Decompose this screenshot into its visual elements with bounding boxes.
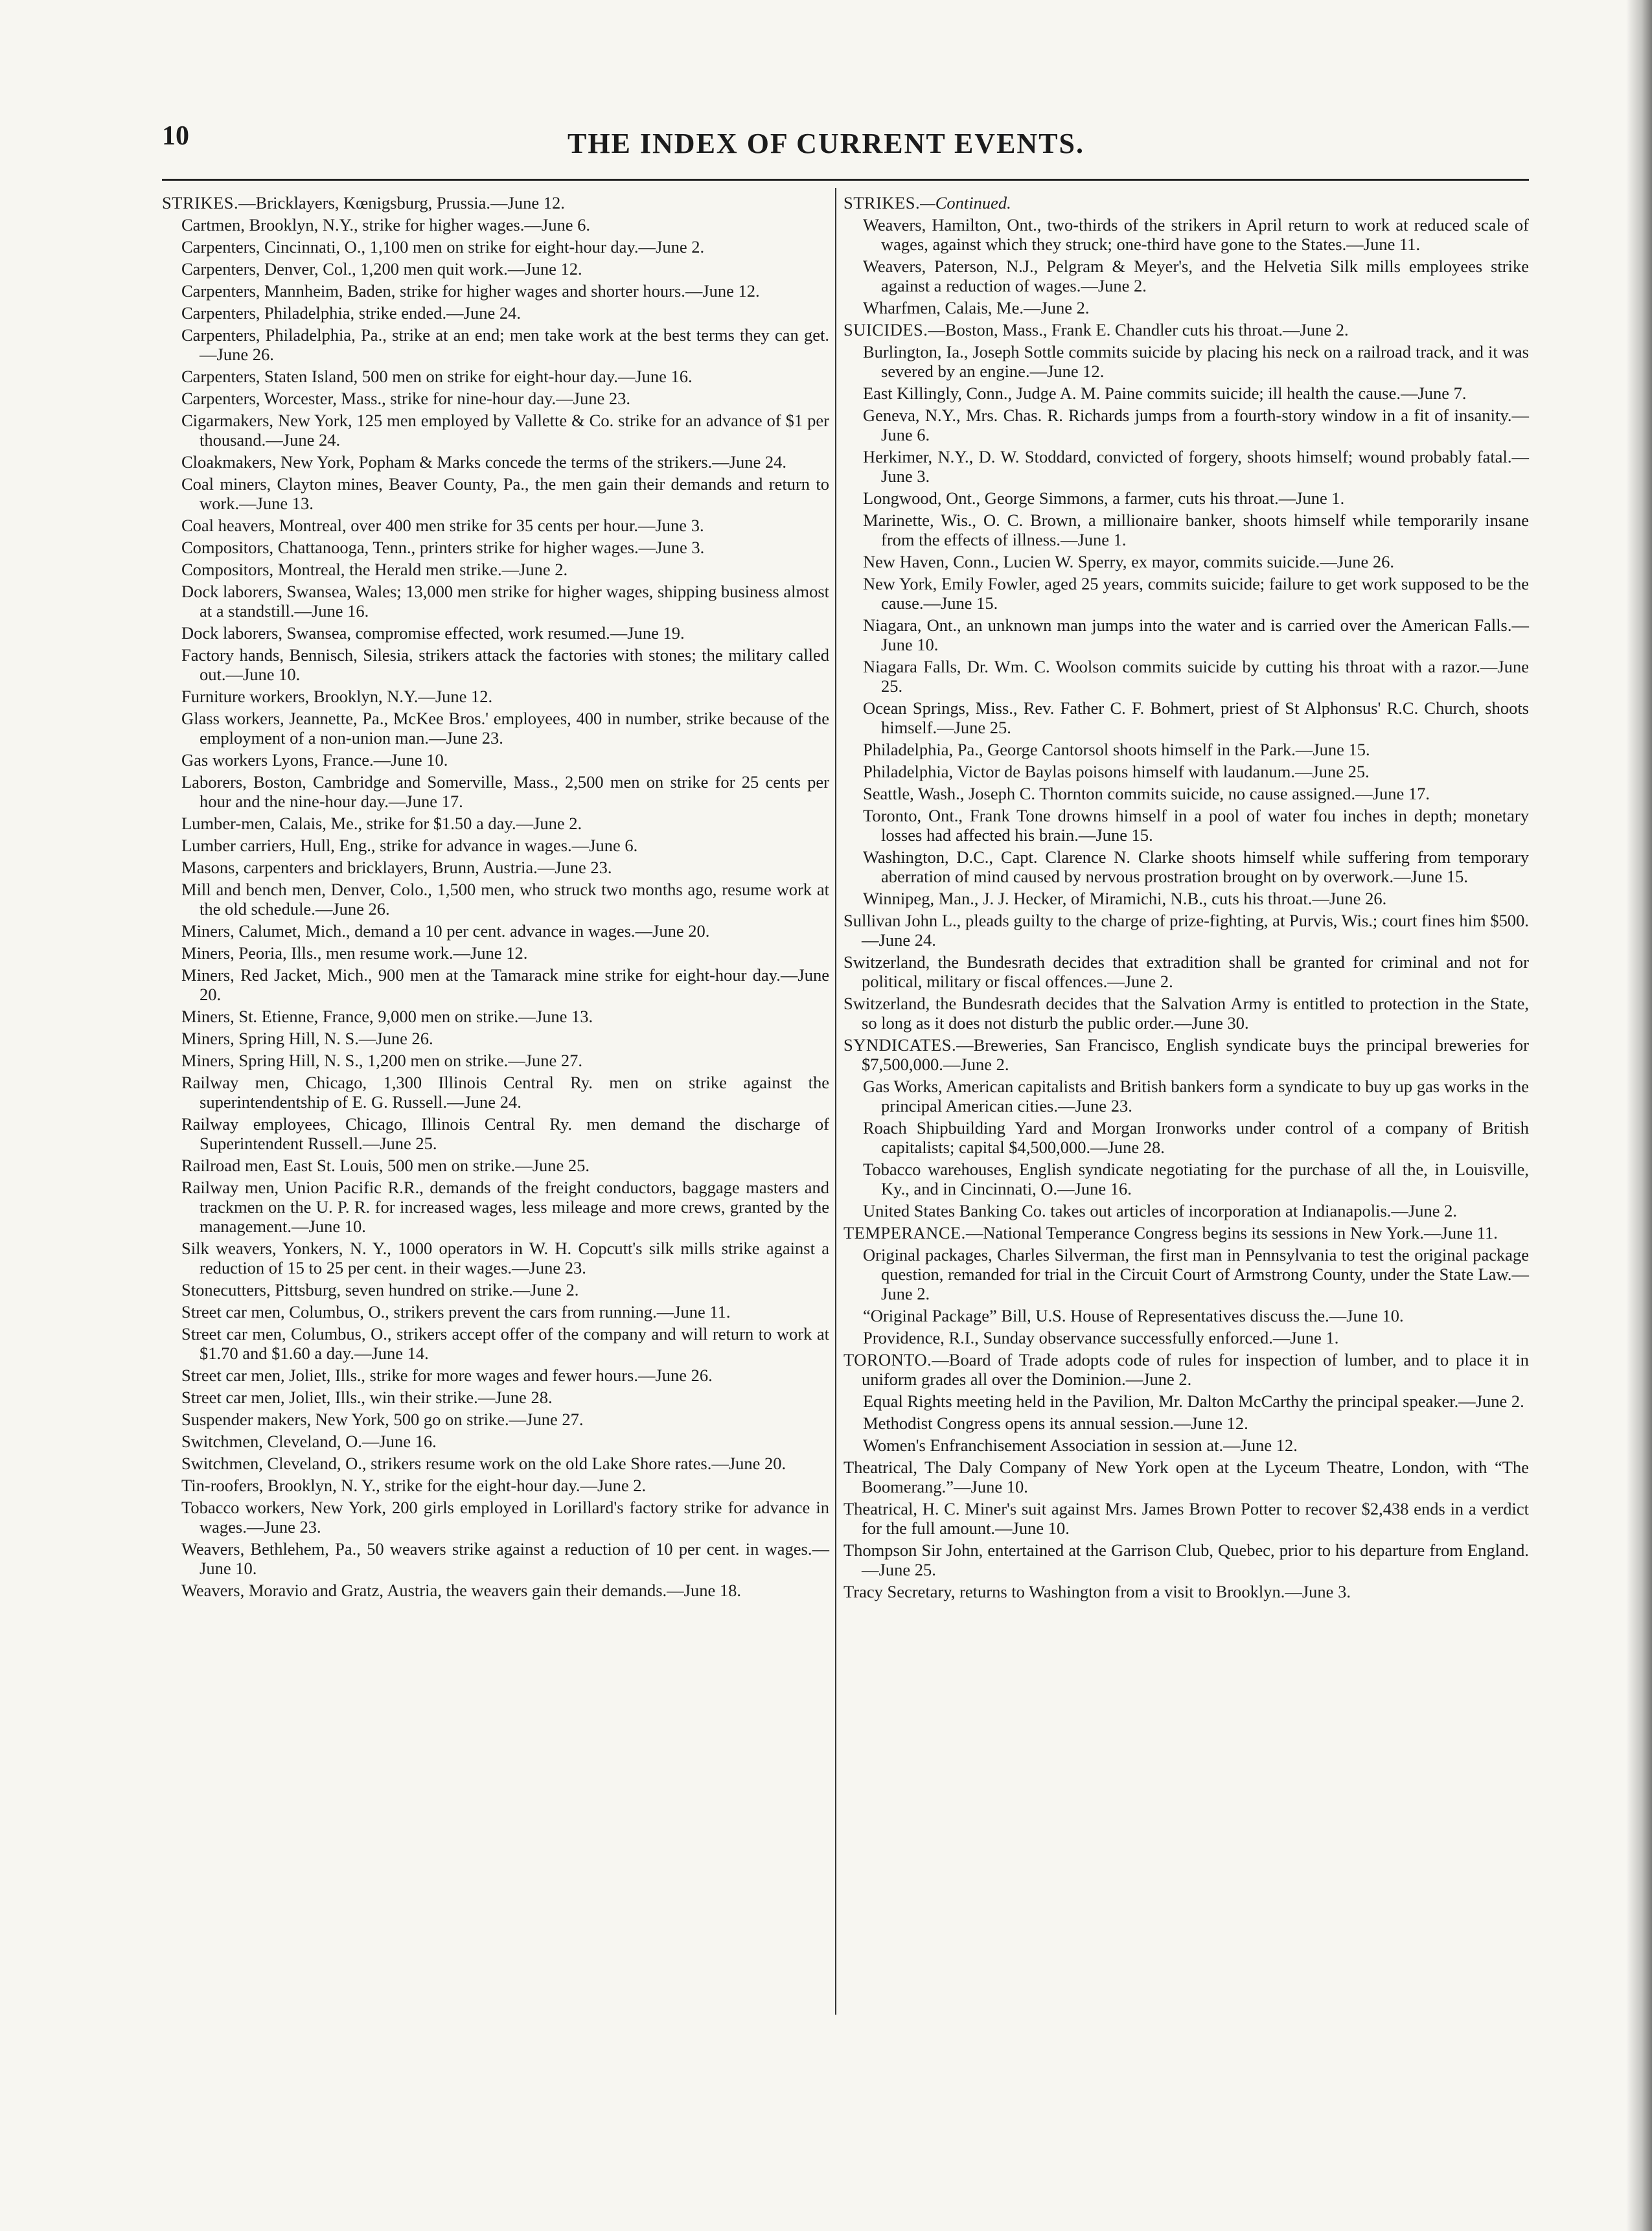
- entry-text: Gas Works, American capitalists and British bankers form a syndicate to buy up gas works in the principal American cities.—June 23.: [863, 1077, 1529, 1116]
- index-entry: [181, 411, 829, 450]
- entry-text: Switchmen, Cleveland, O.—June 16.: [181, 1432, 437, 1451]
- column-divider: [835, 188, 836, 2015]
- header-rule: [162, 179, 1529, 181]
- index-entry: [863, 1201, 1529, 1220]
- entry-text: Miners, Peoria, Ills., men resume work.—June 12.: [181, 943, 528, 963]
- index-entry: [863, 298, 1529, 317]
- index-entry: [181, 965, 829, 1004]
- entry-text: Herkimer, N.Y., D. W. Stoddard, convicted of forgery, shoots himself; wound probably fatal.—June 3.: [863, 447, 1529, 486]
- entry-heading: STRIKES.: [162, 193, 239, 212]
- entry-text: Compositors, Chattanooga, Tenn., printers strike for higher wages.—June 3.: [181, 538, 705, 557]
- entry-text: Mill and bench men, Denver, Colo., 1,500 men, who struck two months ago, resume work at the old schedule.—June 26.: [181, 880, 829, 919]
- index-entry: [863, 215, 1529, 254]
- entry-text: Glass workers, Jeannette, Pa., McKee Bros.' employees, 400 in number, strike because of the employment of a non-union man.—June 23.: [181, 709, 829, 748]
- index-entry: [843, 1458, 1529, 1496]
- entry-text: Geneva, N.Y., Mrs. Chas. R. Richards jumps from a fourth-story window in a fit of insanity.—June 6.: [863, 406, 1529, 444]
- entry-text: Carpenters, Cincinnati, O., 1,100 men on strike for eight-hour day.—June 2.: [181, 237, 705, 257]
- entry-text: Factory hands, Bennisch, Silesia, strikers attack the factories with stones; the military called out.—June 10.: [181, 645, 829, 684]
- index-entry: [181, 516, 829, 535]
- index-entry: [181, 1498, 829, 1537]
- index-entry: [181, 259, 829, 279]
- index-entry: [863, 1077, 1529, 1116]
- index-entry: [181, 1029, 829, 1048]
- entry-text: Philadelphia, Pa., George Cantorsol shoots himself in the Park.—June 15.: [863, 740, 1370, 759]
- entry-text: —Bricklayers, Kœnigsburg, Prussia.—June 12.: [238, 193, 565, 212]
- index-entry: [181, 1366, 829, 1385]
- index-entry: [843, 1035, 1529, 1074]
- index-entry: [863, 1118, 1529, 1157]
- index-entry: [181, 325, 829, 364]
- index-entry: [181, 1581, 829, 1600]
- entry-text: East Killingly, Conn., Judge A. M. Paine commits suicide; ill health the cause.—June 7.: [863, 383, 1467, 403]
- index-entry: [863, 698, 1529, 737]
- index-entry: [181, 281, 829, 301]
- entry-text: Thompson Sir John, entertained at the Garrison Club, Quebec, prior to his departure from England.—June 25.: [843, 1540, 1529, 1579]
- index-entry: [181, 836, 829, 855]
- entry-text: Carpenters, Mannheim, Baden, strike for higher wages and shorter hours.—June 12.: [181, 281, 760, 301]
- entry-text: Marinette, Wis., O. C. Brown, a millionaire banker, shoots himself while temporarily insane from the effects of illness.—June 1.: [863, 510, 1529, 549]
- index-entry: [843, 1223, 1529, 1242]
- index-entry: [181, 538, 829, 557]
- entry-text: Railroad men, East St. Louis, 500 men on strike.—June 25.: [181, 1156, 590, 1175]
- right-column: [843, 193, 1529, 1604]
- index-entry: [181, 943, 829, 963]
- index-entry: [863, 488, 1529, 508]
- index-entry: [181, 582, 829, 621]
- entry-text: Miners, Spring Hill, N. S.—June 26.: [181, 1029, 433, 1048]
- index-entry: [181, 623, 829, 643]
- index-entry: [181, 1178, 829, 1236]
- entry-text: Masons, carpenters and bricklayers, Brunn, Austria.—June 23.: [181, 858, 612, 877]
- index-entry: [181, 1073, 829, 1112]
- entry-text: Niagara Falls, Dr. Wm. C. Woolson commits suicide by cutting his throat with a razor.—June 25.: [863, 657, 1529, 696]
- index-entry: [863, 657, 1529, 696]
- entry-text: Switzerland, the Bundesrath decides that extradition shall be granted for criminal and not for political, military or fiscal offences.—June 2.: [843, 952, 1529, 991]
- index-entry: [181, 750, 829, 770]
- entry-text: Silk weavers, Yonkers, N. Y., 1000 operators in W. H. Copcutt's silk mills strike against a reduction of 15 to 25 per cent. in their wages.—June 23.: [181, 1239, 829, 1277]
- entry-text: Miners, Calumet, Mich., demand a 10 per cent. advance in wages.—June 20.: [181, 921, 710, 941]
- index-entry: [863, 342, 1529, 381]
- page-number: 10: [162, 121, 189, 151]
- index-entry: [181, 560, 829, 579]
- entry-heading: STRIKES.: [843, 193, 921, 212]
- entry-text: Weavers, Bethlehem, Pa., 50 weavers strike against a reduction of 10 per cent. in wages.—June 10.: [181, 1539, 829, 1578]
- entry-text: Methodist Congress opens its annual session.—June 12.: [863, 1413, 1248, 1433]
- entry-text: Wharfmen, Calais, Me.—June 2.: [863, 298, 1090, 317]
- index-entry: [843, 320, 1529, 339]
- entry-text: Furniture workers, Brooklyn, N.Y.—June 12.: [181, 687, 493, 706]
- entry-text: Tin-roofers, Brooklyn, N. Y., strike for the eight-hour day.—June 2.: [181, 1476, 647, 1495]
- entry-text: Street car men, Columbus, O., strikers prevent the cars from running.—June 11.: [181, 1302, 731, 1321]
- index-entry: [863, 574, 1529, 613]
- index-entry: [863, 406, 1529, 444]
- entry-heading: SYNDICATES.: [843, 1035, 957, 1055]
- entry-text: Dock laborers, Swansea, compromise effected, work resumed.—June 19.: [181, 623, 685, 643]
- left-column: [162, 193, 829, 1603]
- entry-text: United States Banking Co. takes out articles of incorporation at Indianapolis.—June 2.: [863, 1201, 1458, 1220]
- index-entry: [181, 389, 829, 408]
- index-entry: [181, 1388, 829, 1407]
- entry-text: Theatrical, The Daly Company of New York open at the Lyceum Theatre, London, with “The Boomerang.”—June 10.: [843, 1458, 1529, 1496]
- entry-text: Sullivan John L., pleads guilty to the charge of prize-fighting, at Purvis, Wis.; court fines him $500.—June 24.: [843, 911, 1529, 950]
- index-entry: [181, 1302, 829, 1321]
- entry-text: Miners, Red Jacket, Mich., 900 men at the Tamarack mine strike for eight-hour day.—June 20.: [181, 965, 829, 1004]
- entry-text: Carpenters, Philadelphia, strike ended.—June 24.: [181, 303, 521, 323]
- entry-text: Original packages, Charles Silverman, the first man in Pennsylvania to test the original package question, remanded for trial in the Circuit Court of Armstrong County, under the State Law.—June 2.: [863, 1245, 1529, 1303]
- entry-text: Coal miners, Clayton mines, Beaver County, Pa., the men gain their demands and return to work.—June 13.: [181, 474, 829, 513]
- index-entry: [863, 615, 1529, 654]
- entry-text: Cloakmakers, New York, Popham & Marks concede the terms of the strikers.—June 24.: [181, 452, 786, 472]
- entry-text: Tobacco warehouses, English syndicate negotiating for the purchase of all the, in Louisville, Ky., and in Cincinnati, O.—June 16.: [863, 1160, 1529, 1198]
- entry-text: Miners, St. Etienne, France, 9,000 men on strike.—June 13.: [181, 1007, 593, 1026]
- index-entry: [843, 952, 1529, 991]
- index-entry: [181, 1539, 829, 1578]
- entry-text: Stonecutters, Pittsburg, seven hundred on strike.—June 2.: [181, 1280, 579, 1299]
- index-entry: [863, 510, 1529, 549]
- index-entry: [181, 814, 829, 833]
- index-entry: [843, 994, 1529, 1033]
- entry-text: Niagara, Ont., an unknown man jumps into the water and is carried over the American Falls.—June 10.: [863, 615, 1529, 654]
- entry-text: Women's Enfranchisement Association in session at.—June 12.: [863, 1436, 1298, 1455]
- entry-text: Street car men, Joliet, Ills., strike for more wages and fewer hours.—June 26.: [181, 1366, 713, 1385]
- entry-heading: TORONTO.: [843, 1350, 932, 1369]
- index-entry: [181, 1156, 829, 1175]
- entry-text: Burlington, Ia., Joseph Sottle commits suicide by placing his neck on a railroad track, and it was severed by an engine.—June 12.: [863, 342, 1529, 381]
- entry-text: Philadelphia, Victor de Baylas poisons himself with laudanum.—June 25.: [863, 762, 1370, 781]
- index-entry: [843, 911, 1529, 950]
- entry-text: Switzerland, the Bundesrath decides that the Salvation Army is entitled to protection in the State, so long as it does not disturb the public order.—June 30.: [843, 994, 1529, 1033]
- entry-text: Miners, Spring Hill, N. S., 1,200 men on strike.—June 27.: [181, 1051, 583, 1070]
- entry-text: —Boston, Mass., Frank E. Chandler cuts his throat.—June 2.: [928, 320, 1349, 339]
- entry-text: Switchmen, Cleveland, O., strikers resume work on the old Lake Shore rates.—June 20.: [181, 1454, 786, 1473]
- index-entry: [863, 1413, 1529, 1433]
- entry-text: Carpenters, Worcester, Mass., strike for nine-hour day.—June 23.: [181, 389, 630, 408]
- index-entry: [181, 303, 829, 323]
- entry-text: Carpenters, Staten Island, 500 men on strike for eight-hour day.—June 16.: [181, 367, 693, 386]
- index-entry: [181, 215, 829, 235]
- index-entry: [181, 474, 829, 513]
- entry-text: Railway men, Union Pacific R.R., demands of the freight conductors, baggage masters and trackmen on the U. P. R. for increased wages, less mileage and more crews, granted by the management.—June 10.: [181, 1178, 829, 1236]
- index-entry: [863, 762, 1529, 781]
- entry-text: Cartmen, Brooklyn, N.Y., strike for higher wages.—June 6.: [181, 215, 590, 235]
- entry-text: Coal heavers, Montreal, over 400 men strike for 35 cents per hour.—June 3.: [181, 516, 704, 535]
- index-entry: [181, 452, 829, 472]
- entry-text: Ocean Springs, Miss., Rev. Father C. F. Bohmert, priest of St Alphonsus' R.C. Church, shoots himself.—June 25.: [863, 698, 1529, 737]
- entry-text: Providence, R.I., Sunday observance successfully enforced.—June 1.: [863, 1328, 1339, 1347]
- index-entry: [863, 552, 1529, 571]
- index-entry: [181, 858, 829, 877]
- index-entry: [181, 880, 829, 919]
- index-entry: [181, 1410, 829, 1429]
- entry-text: Street car men, Joliet, Ills., win their strike.—June 28.: [181, 1388, 553, 1407]
- index-entry: [843, 1540, 1529, 1579]
- index-entry: [162, 193, 829, 212]
- entry-text: Railway employees, Chicago, Illinois Central Ry. men demand the discharge of Superintendent Russell.—June 25.: [181, 1114, 829, 1153]
- index-entry: [181, 1432, 829, 1451]
- entry-text: New Haven, Conn., Lucien W. Sperry, ex mayor, commits suicide.—June 26.: [863, 552, 1395, 571]
- entry-text: Lumber-men, Calais, Me., strike for $1.50 a day.—June 2.: [181, 814, 582, 833]
- entry-text: Washington, D.C., Capt. Clarence N. Clarke shoots himself while suffering from temporary aberration of mind caused by nervous prostration brought on by overwork.—June 15.: [863, 847, 1529, 886]
- index-entry: [863, 447, 1529, 486]
- index-entry: [181, 237, 829, 257]
- index-entry: [181, 1114, 829, 1153]
- entry-text: Compositors, Montreal, the Herald men strike.—June 2.: [181, 560, 568, 579]
- index-entry: [843, 1350, 1529, 1389]
- entry-text: Winnipeg, Man., J. J. Hecker, of Miramichi, N.B., cuts his throat.—June 26.: [863, 889, 1387, 908]
- entry-text: Longwood, Ont., George Simmons, a farmer, cuts his throat.—June 1.: [863, 488, 1345, 508]
- entry-text: —Board of Trade adopts code of rules for inspection of lumber, and to place it in uniform grades all over the Dominion.—June 2.: [862, 1350, 1529, 1389]
- index-entry: [181, 921, 829, 941]
- index-entry: [863, 784, 1529, 803]
- entry-text: Carpenters, Denver, Col., 1,200 men quit work.—June 12.: [181, 259, 582, 279]
- entry-text: Weavers, Moravio and Gratz, Austria, the weavers gain their demands.—June 18.: [181, 1581, 742, 1600]
- entry-text: Tobacco workers, New York, 200 girls employed in Lorillard's factory strike for advance in wages.—June 23.: [181, 1498, 829, 1537]
- entry-text: Tracy Secretary, returns to Washington from a visit to Brooklyn.—June 3.: [843, 1582, 1351, 1601]
- entry-text: Lumber carriers, Hull, Eng., strike for advance in wages.—June 6.: [181, 836, 638, 855]
- index-entry: [181, 687, 829, 706]
- entry-text: Suspender makers, New York, 500 go on strike.—June 27.: [181, 1410, 584, 1429]
- entry-text: Cigarmakers, New York, 125 men employed by Vallette & Co. strike for an advance of $1 per thousand.—June 24.: [181, 411, 829, 450]
- entry-text: Gas workers Lyons, France.—June 10.: [181, 750, 448, 770]
- index-entry: [863, 1391, 1529, 1411]
- entry-text: Seattle, Wash., Joseph C. Thornton commits suicide, no cause assigned.—June 17.: [863, 784, 1430, 803]
- index-entry: [181, 1454, 829, 1473]
- entry-text: Toronto, Ont., Frank Tone drowns himself in a pool of water fou inches in depth; monetary losses had affected his brain.—June 15.: [863, 806, 1529, 845]
- entry-text: Dock laborers, Swansea, Wales; 13,000 men strike for higher wages, shipping business almost at a standstill.—June 16.: [181, 582, 829, 621]
- index-entry: [863, 257, 1529, 295]
- index-entry: [181, 709, 829, 748]
- index-entry: [181, 367, 829, 386]
- scan-edge-shadow: [1626, 0, 1652, 2231]
- index-entry: [843, 193, 1529, 212]
- entry-text: Railway men, Chicago, 1,300 Illinois Central Ry. men on strike against the superintendentship of E. G. Russell.—June 24.: [181, 1073, 829, 1112]
- index-entry: [181, 1476, 829, 1495]
- index-entry: [863, 1160, 1529, 1198]
- entry-text: “Original Package” Bill, U.S. House of Representatives discuss the.—June 10.: [863, 1306, 1404, 1325]
- index-entry: [863, 1245, 1529, 1303]
- entry-text: —Breweries, San Francisco, English syndicate buys the principal breweries for $7,500,000.—June 2.: [862, 1035, 1529, 1074]
- index-entry: [181, 1324, 829, 1363]
- index-entry: [863, 1306, 1529, 1325]
- entry-text: Theatrical, H. C. Miner's suit against Mrs. James Brown Potter to recover $2,438 ends in a verdict for the full amount.—June 10.: [843, 1499, 1529, 1538]
- index-entry: [181, 772, 829, 811]
- entry-heading: TEMPERANCE.: [843, 1223, 966, 1242]
- index-entry: [181, 1051, 829, 1070]
- entry-text: New York, Emily Fowler, aged 25 years, commits suicide; failure to get work supposed to be the cause.—June 15.: [863, 574, 1529, 613]
- index-entry: [181, 1007, 829, 1026]
- index-entry: [181, 645, 829, 684]
- entry-text: Roach Shipbuilding Yard and Morgan Ironworks under control of a company of British capitalists; capital $4,500,000.—June 28.: [863, 1118, 1529, 1157]
- entry-text: Weavers, Paterson, N.J., Pelgram & Meyer's, and the Helvetia Silk mills employees strike against a reduction of wages.—June 2.: [863, 257, 1529, 295]
- index-entry: [863, 847, 1529, 886]
- running-title: THE INDEX OF CURRENT EVENTS.: [567, 128, 1085, 159]
- index-entry: [843, 1499, 1529, 1538]
- index-entry: [863, 1436, 1529, 1455]
- index-entry: [863, 383, 1529, 403]
- entry-text: Carpenters, Philadelphia, Pa., strike at an end; men take work at the best terms they can get.—June 26.: [181, 325, 829, 364]
- entry-text: Weavers, Hamilton, Ont., two-thirds of the strikers in April return to work at reduced scale of wages, against which they struck; one-third have gone to the States.—June 11.: [863, 215, 1529, 254]
- entry-text: Street car men, Columbus, O., strikers accept offer of the company and will return to work at $1.70 and $1.60 a day.—June 14.: [181, 1324, 829, 1363]
- index-entry: [843, 1582, 1529, 1601]
- index-entry: [863, 889, 1529, 908]
- entry-heading: SUICIDES.: [843, 320, 928, 339]
- entry-text: —National Temperance Congress begins its sessions in New York.—June 11.: [965, 1223, 1498, 1242]
- entry-text: Laborers, Boston, Cambridge and Somerville, Mass., 2,500 men on strike for 25 cents per hour and the nine-hour day.—June 17.: [181, 772, 829, 811]
- index-entry: [181, 1280, 829, 1299]
- entry-continued: —Continued.: [920, 193, 1011, 212]
- index-entry: [863, 1328, 1529, 1347]
- index-entry: [863, 806, 1529, 845]
- index-entry: [863, 740, 1529, 759]
- entry-text: Equal Rights meeting held in the Pavilion, Mr. Dalton McCarthy the principal speaker.—June 2.: [863, 1391, 1524, 1411]
- index-entry: [181, 1239, 829, 1277]
